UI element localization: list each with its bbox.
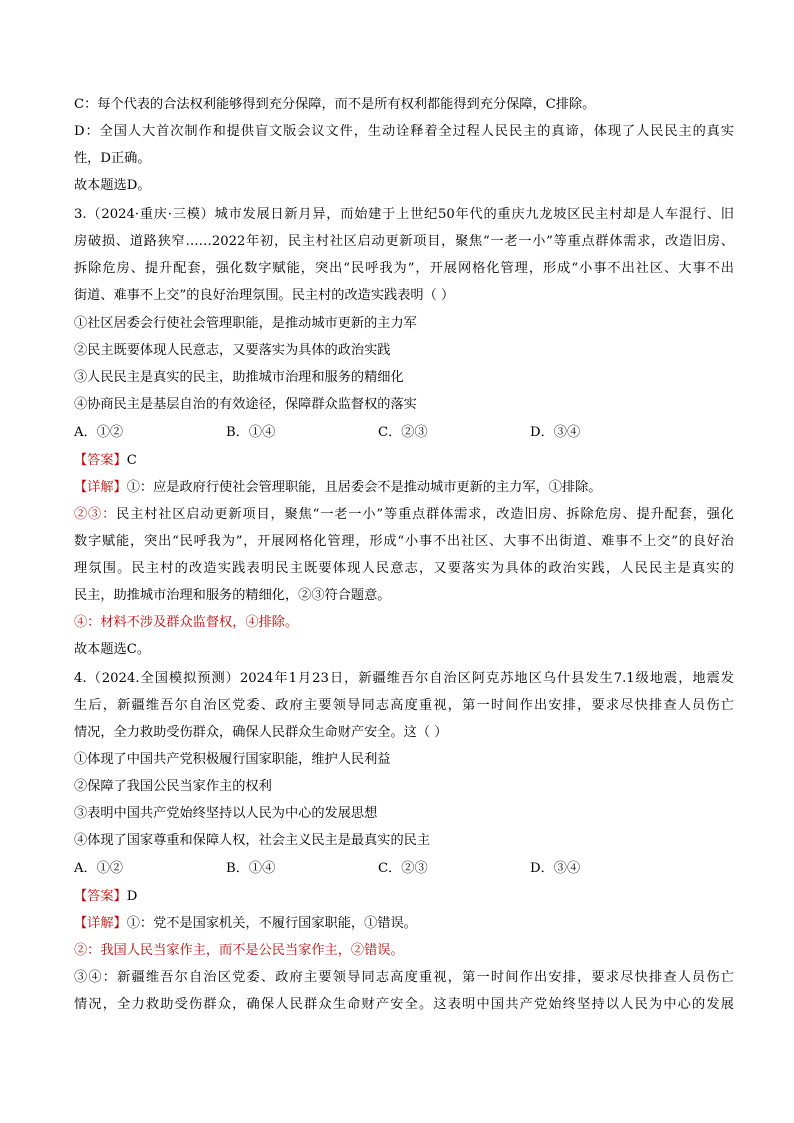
q3-option-d: D．③④ xyxy=(530,425,581,440)
q4-detail-line-4: 情况，全力救助受伤群众，确保人民群众生命财产安全。这表明中国共产党始终坚持以人民为中心的发展 xyxy=(74,997,734,1012)
q3-answer-value: C xyxy=(126,453,137,468)
q4-statement-4: ④体现了国家尊重和保障人权，社会主义民主是最真实的民主 xyxy=(74,833,431,848)
q3-stem-line-2: 房破损、道路狭窄……2022年初，民主村社区启动更新项目，聚焦“一老一小”等重点群体需求，改造旧房、 xyxy=(74,234,734,249)
q4-answer-line xyxy=(74,888,734,905)
q4-detail-text-1: ①：党不是国家机关，不履行国家职能，①错误。 xyxy=(126,916,417,931)
q4-detail-line-1 xyxy=(74,915,734,932)
q2-option-c-analysis: C：每个代表的合法权利能够得到充分保障，而不是所有权利都能得到充分保障，C排除。 xyxy=(74,97,596,112)
q4-statement-3: ③表明中国共产党始终坚持以人民为中心的发展思想 xyxy=(74,806,378,821)
q4-option-c: C．②③ xyxy=(378,861,428,876)
q3-detail-line-2 xyxy=(74,506,734,523)
detail-tag: 【详解】 xyxy=(74,480,127,495)
q3-statement-4: ④协商民主是基层自治的有效途径，保障群众监督权的落实 xyxy=(74,397,417,412)
detail-marker: ②③： xyxy=(74,507,117,522)
q4-stem-line-2: 生后，新疆维吾尔自治区党委、政府主要领导同志高度重视，第一时间作出安排，要求尽快排查人员伤亡 xyxy=(74,698,734,713)
q4-statement-1: ①体现了中国共产党积极履行国家职能，维护人民利益 xyxy=(74,752,391,767)
q4-detail-line-3 xyxy=(74,969,734,986)
detail-tag: 【详解】 xyxy=(74,916,127,931)
q3-answer-line xyxy=(74,452,734,469)
q2-option-d-analysis-cont: 性，D正确。 xyxy=(74,151,151,166)
q3-option-c: C．②③ xyxy=(378,425,428,440)
q2-option-d-analysis: D：全国人大首次制作和提供盲文版会议文件，生动诠释着全过程人民民主的真谛，体现了人民民主的真实 xyxy=(74,124,734,139)
q4-option-a: A．①② xyxy=(74,861,124,876)
q4-detail-line-2: ②：我国人民当家作主，而不是公民当家作主，②错误。 xyxy=(74,943,404,958)
q2-conclusion: 故本题选D。 xyxy=(74,178,151,193)
q3-statement-3: ③人民民主是真实的民主，助推城市治理和服务的精细化 xyxy=(74,370,404,385)
detail-body: 民主村社区启动更新项目，聚焦“一老一小”等重点群体需求，改造旧房、拆除危房、提升配套，强化 xyxy=(116,507,734,522)
q3-statement-2: ②民主既要体现人民意志，又要落实为具体的政治实践 xyxy=(74,343,391,358)
q3-detail-line-1 xyxy=(74,479,734,496)
q3-detail-line-3: 数字赋能，突出“民呼我为”，开展网格化管理，形成“小事不出社区、大事不出街道、难事不上交”的良好治 xyxy=(74,534,734,549)
q3-stem-line-4: 街道、难事不上交”的良好治理氛围。民主村的改造实践表明（ ） xyxy=(74,288,455,303)
q3-conclusion: 故本题选C。 xyxy=(74,642,151,657)
q4-stem-line-3: 情况，全力救助受伤群众，确保人民群众生命财产安全。这（ ） xyxy=(74,725,448,740)
q4-stem-line-1: 4.（2024.全国模拟预测）2024年1月23日，新疆维吾尔自治区阿克苏地区乌什县发生7.1级地震，地震发 xyxy=(74,671,734,686)
q4-detail-text-3: ③④：新疆维吾尔自治区党委、政府主要领导同志高度重视，第一时间作出安排，要求尽快排查人员伤亡 xyxy=(74,970,734,985)
q3-stem-line-1: 3.（2024·重庆·三模）城市发展日新月异，而始建于上世纪50年代的重庆九龙坡区民主村却是人车混行、旧 xyxy=(74,207,734,222)
q3-option-a: A．①② xyxy=(74,425,124,440)
q4-option-d: D．③④ xyxy=(530,861,581,876)
q3-detail-line-6: ④：材料不涉及群众监督权，④排除。 xyxy=(74,615,299,630)
q4-statement-2: ②保障了我国公民当家作主的权利 xyxy=(74,779,272,794)
q3-statement-1: ①社区居委会行使社会管理职能，是推动城市更新的主力军 xyxy=(74,316,417,331)
answer-tag: 【答案】 xyxy=(74,453,127,468)
q3-option-b: B．①④ xyxy=(226,425,276,440)
q4-answer-value: D xyxy=(126,889,138,904)
q3-detail-text-1: ①：应是政府行使社会管理职能，且居委会不是推动城市更新的主力军，①排除。 xyxy=(126,480,602,495)
q4-option-b: B．①④ xyxy=(226,861,276,876)
q3-detail-line-4: 理氛围。民主村的改造实践表明民主既要体现人民意志，又要落实为具体的政治实践，人民民主是真实的 xyxy=(74,561,734,576)
answer-tag: 【答案】 xyxy=(74,889,127,904)
q3-detail-line-5: 民主，助推城市治理和服务的精细化，②③符合题意。 xyxy=(74,588,391,603)
q3-stem-line-3: 拆除危房、提升配套，强化数字赋能，突出“民呼我为”，开展网格化管理，形成“小事不出社区、大事不出 xyxy=(74,261,734,276)
